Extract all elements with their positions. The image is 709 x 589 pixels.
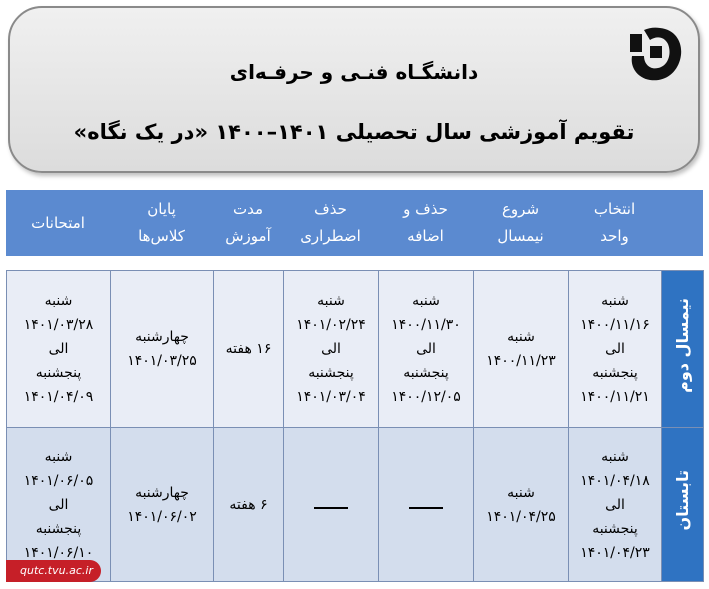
dash-icon [409,507,443,509]
header-add-drop: حذف و اضافه [403,200,448,245]
cell-unit-selection: شنبه ۱۴۰۱/۰۴/۱۸ الی پنجشنبه ۱۴۰۱/۰۴/۲۳ [569,428,662,582]
cell-term-start: شنبه ۱۴۰۰/۱۱/۲۳ [474,271,569,428]
row-label-term2: نیمسال دوم [662,271,704,428]
cell-exams: شنبه ۱۴۰۱/۰۳/۲۸ الی پنجشنبه ۱۴۰۱/۰۴/۰۹ [7,271,111,428]
dash-icon [314,507,348,509]
table-row-summer [7,428,704,582]
header-duration: مدت آموزش [225,200,271,245]
cell-emergency-drop: شنبه ۱۴۰۱/۰۲/۲۴ الی پنجشنبه ۱۴۰۱/۰۳/۰۴ [284,271,379,428]
header-term-start: شروع نیمسال [497,200,544,245]
header-unit-selection: انتخاب واحد [593,200,636,245]
cell-duration: ۱۶ هفته [214,271,284,428]
header-emergency-drop: حذف اضطراری [300,200,361,245]
cell-add-drop: شنبه ۱۴۰۰/۱۱/۳۰ الی پنجشنبه ۱۴۰۰/۱۲/۰۵ [379,271,474,428]
cell-emergency-drop-empty [284,428,379,582]
cell-duration: ۶ هفته [214,428,284,582]
header-spacer [661,190,703,256]
cell-term-start: شنبه ۱۴۰۱/۰۴/۲۵ [474,428,569,582]
cell-exams: شنبه ۱۴۰۱/۰۶/۰۵ الی پنجشنبه ۱۴۰۱/۰۶/۱۰ [7,428,111,582]
calendar-title: تقویم آموزشی سال تحصیلی ۱۴۰۱–۱۴۰۰ «در یک نگاه» [73,120,635,144]
cell-unit-selection: شنبه ۱۴۰۰/۱۱/۱۶ الی پنجشنبه ۱۴۰۰/۱۱/۲۱ [569,271,662,428]
cell-add-drop-empty [379,428,474,582]
source-watermark[interactable]: qutc.tvu.ac.ir [6,560,101,582]
table-header [6,190,703,256]
title-banner [8,6,700,173]
cell-classes-end: چهارشنبه ۱۴۰۱/۰۳/۲۵ [111,271,214,428]
table-row-term2 [7,271,704,428]
header-exams: امتحانات [31,213,85,232]
header-classes-end: پایان کلاس‌ها [138,200,185,245]
university-title: دانشگـاه فنـی و حرفـه‌ای [229,60,479,84]
row-label-summer: تابستان [662,428,704,582]
cell-classes-end: چهارشنبه ۱۴۰۱/۰۶/۰۲ [111,428,214,582]
calendar-table [6,270,704,582]
